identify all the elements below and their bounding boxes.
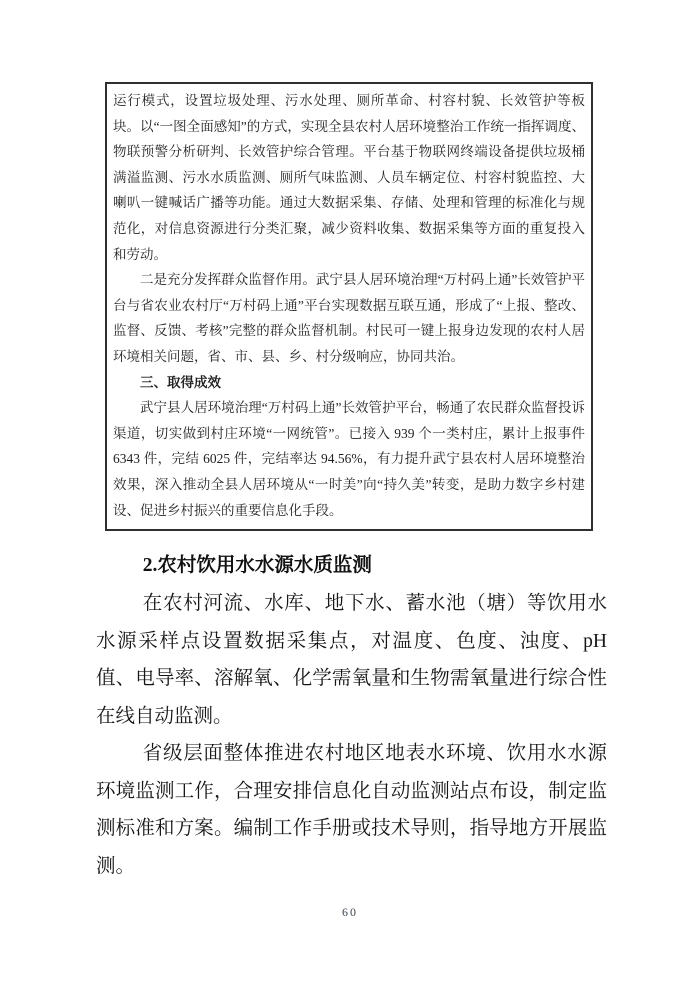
body-paragraph: 在农村河流、水库、地下水、蓄水池（塘）等饮用水水源采样点设置数据采集点，对温度、色度、浊度、pH 值、电导率、溶解氧、化学需氧量和生物需氧量进行综合性在线自动监测。 xyxy=(96,593,607,727)
box-paragraph-continuation: 运行模式，设置垃圾处理、污水处理、厕所革命、村容村貌、长效管护等板块。以“一图全面感知”的方式，实现全县农村人居环境整治工作统一指挥调度、物联预警分析研判、长效管护综合管理。平台基于物联网终端设备提供垃圾桶满溢监测、污水水质监测、厕所气味监测、人员车辆定位、村容村貌监控、大喇叭一键喊话广播等功能。通过大数据采集、存储、处理和管理的标准化与规范化，对信息资源进行分类汇聚，减少资料收集、数据采集等方面的重复投入和劳动。 xyxy=(113,93,585,262)
body-paragraph: 省级层面整体推进农村地区地表水环境、饮用水水源环境监测工作，合理安排信息化自动监测站点布设，制定监测标准和方案。编制工作手册或技术导则，指导地方开展监测。 xyxy=(96,743,607,877)
boxed-text-section xyxy=(105,82,593,531)
box-paragraph: 二是充分发挥群众监督作用。武宁县人居环境治理“万村码上通”长效管护平台与省农业农村厅“万村码上通”平台实现数据互联互通，形成了“上报、整改、监督、反馈、考核”完整的群众监督机制。村民可一键上报身边发现的农村人居环境相关问题，省、市、县、乡、村分级响应，协同共治。 xyxy=(113,272,585,364)
page-number: 60 xyxy=(342,905,358,919)
box-section-heading: 三、取得成效 xyxy=(140,374,221,390)
box-paragraph: 武宁县人居环境治理“万村码上通”长效管护平台，畅通了农民群众监督投诉渠道，切实做到村庄环境“一网统管”。已接入 939 个一类村庄，累计上报事件 6343 件，完结 6025 件，完结率达 94.56%，有力提升武宁县农村人居环境整治效果，深入推动全县人居环境从“一时美”向“持久美”转变，是助力数字乡村建设、促进乡村振兴的重要信息化手段。 xyxy=(113,400,585,518)
page-content-area xyxy=(96,82,607,885)
subsection-heading: 2.农村饮用水水源水质监测 xyxy=(142,555,372,577)
